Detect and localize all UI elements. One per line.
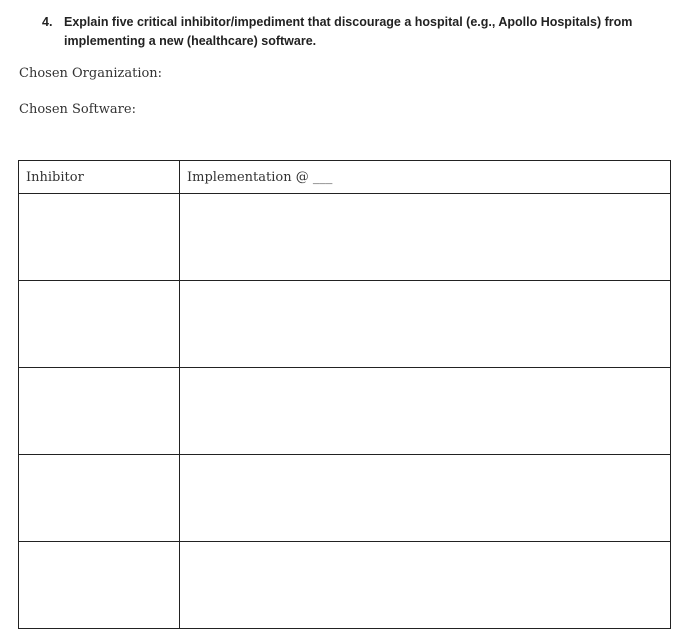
- implementation-cell[interactable]: [180, 281, 671, 368]
- inhibitor-cell[interactable]: [19, 542, 180, 629]
- inhibitor-table: [18, 160, 671, 629]
- implementation-cell[interactable]: [180, 194, 671, 281]
- implementation-cell[interactable]: [180, 455, 671, 542]
- table-row: [19, 281, 671, 368]
- header-inhibitor: Inhibitor: [19, 161, 180, 194]
- table-row: [19, 455, 671, 542]
- inhibitor-cell[interactable]: [19, 194, 180, 281]
- table-row: [19, 368, 671, 455]
- organization-label: Chosen Organization:: [19, 66, 163, 81]
- software-label: Chosen Software:: [19, 102, 136, 117]
- question-text: Explain five critical inhibitor/impediment that discourage a hospital (e.g., Apollo Hospitals) from implementing a new (healthcare) software.: [64, 15, 633, 48]
- table-header-row: [19, 161, 671, 194]
- implementation-cell[interactable]: [180, 368, 671, 455]
- inhibitor-cell[interactable]: [19, 368, 180, 455]
- table-row: [19, 542, 671, 629]
- implementation-cell[interactable]: [180, 542, 671, 629]
- question-number: 4.: [42, 15, 53, 29]
- table-row: [19, 194, 671, 281]
- inhibitor-cell[interactable]: [19, 455, 180, 542]
- inhibitor-cell[interactable]: [19, 281, 180, 368]
- header-implementation: Implementation @ ___: [180, 161, 671, 194]
